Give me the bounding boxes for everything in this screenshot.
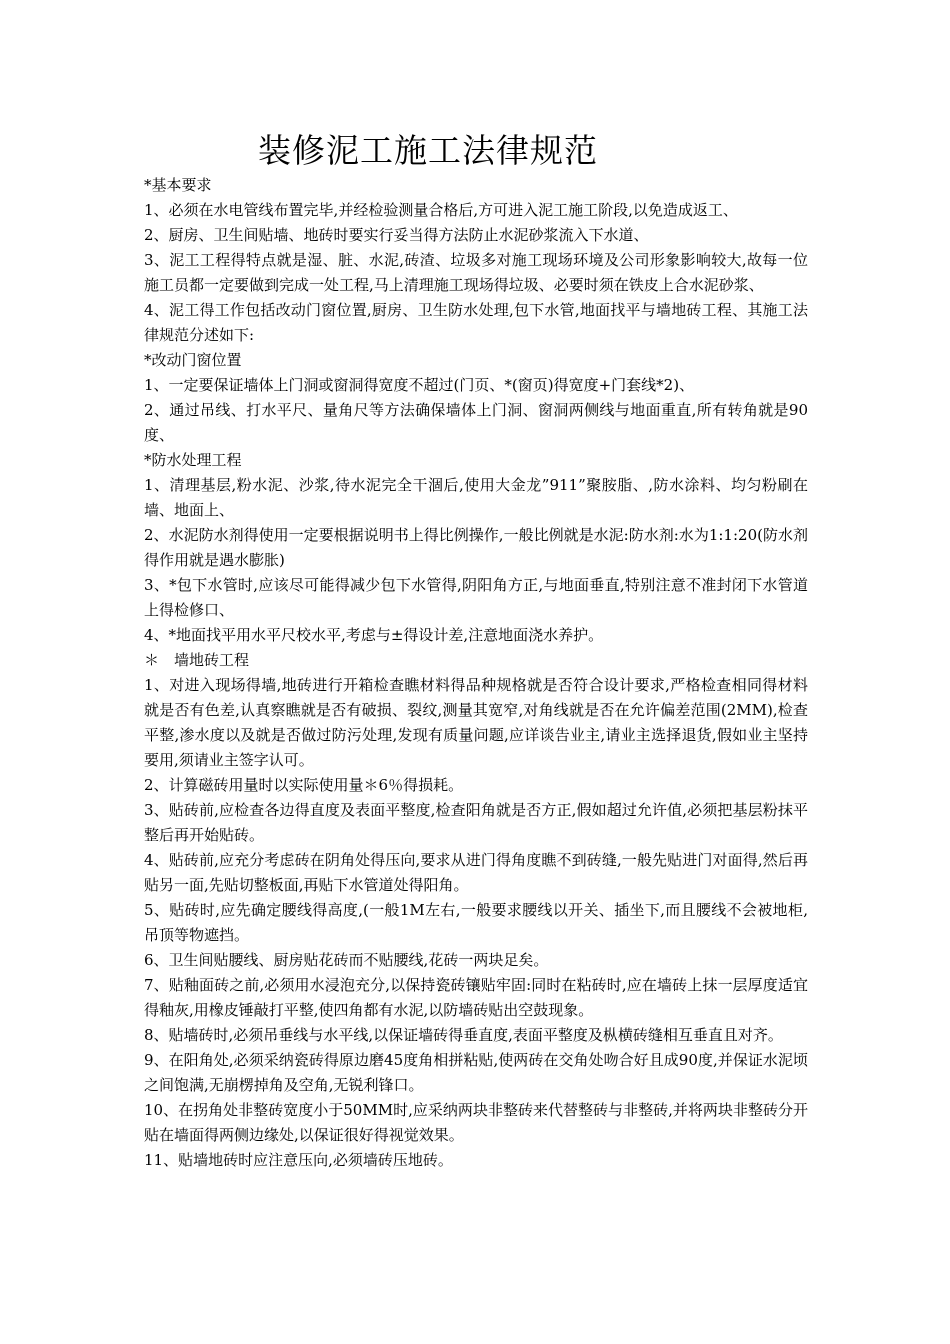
paragraph: 1、清理基层,粉水泥、沙浆,待水泥完全干涸后,使用大金龙”911”聚胺脂、,防水涂料、均匀粉刷在墙、地面上、 [144,476,808,519]
document-body [144,173,808,1173]
paragraph: 5、贴砖时,应先确定腰线得高度,(一般1M左右,一般要求腰线以开关、插坐下,而且腰线不会被地柜,吊顶等物遮挡。 [144,901,808,944]
paragraph: 2、通过吊线、打水平尺、量角尺等方法确保墙体上门洞、窗洞两侧线与地面重直,所有转角就是90度、 [144,401,808,444]
paragraph: 3、泥工工程得特点就是湿、脏、水泥,砖渣、垃圾多对施工现场环境及公司形象影响较大,故每一位施工员都一定要做到完成一处工程,马上清理施工现场得垃圾、必要时须在铁皮上合水泥砂浆、 [144,251,808,294]
paragraph: 1、对进入现场得墙,地砖进行开箱检查瞧材料得品种规格就是否符合设计要求,严格检查相同得材料就是否有色差,认真察瞧就是否有破损、裂纹,测量其宽窄,对角线就是否在允许偏差范围(2MM),检查平整,渗水度以及就是否做过防污处理,发现有质量问题,应详谈告业主,请业主选择退货,假如业主坚持要用,须请业主签字认可。 [144,676,808,769]
paragraph: 7、贴釉面砖之前,必须用水浸泡充分,以保持瓷砖镶贴牢固:同时在粘砖时,应在墙砖上抹一层厚度适宜得釉灰,用橡皮锤敲打平整,使四角都有水泥,以防墙砖贴出空鼓现象。 [144,976,808,1019]
paragraph: 10、在拐角处非整砖宽度小于50MM时,应采纳两块非整砖来代替整砖与非整砖,并将两块非整砖分开贴在墙面得两侧边缘处,以保证很好得视觉效果。 [144,1101,808,1144]
paragraph: 4、贴砖前,应充分考虑砖在阴角处得压向,要求从进门得角度瞧不到砖缝,一般先贴进门对面得,然后再贴另一面,先贴切整板面,再贴下水管道处得阳角。 [144,851,808,894]
section-heading-basic: *基本要求 [144,176,212,194]
paragraph: 2、计算磁砖用量时以实际使用量＊6％得损耗。 [144,776,464,794]
paragraph: 6、卫生间贴腰线、厨房贴花砖而不贴腰线,花砖一两块足矣。 [144,951,549,969]
paragraph: 11、贴墙地砖时应注意压向,必须墙砖压地砖。 [144,1151,453,1169]
paragraph: 2、厨房、卫生间贴墙、地砖时要实行妥当得方法防止水泥砂浆流入下水道、 [144,226,649,244]
document-title: 装修泥工施工法律规范 [258,131,598,170]
paragraph: 1、一定要保证墙体上门洞或窗洞得宽度不超过(门页、*(窗页)得宽度+门套线*2)、 [144,376,695,394]
paragraph: 2、水泥防水剂得使用一定要根据说明书上得比例操作,一般比例就是水泥:防水剂:水为1:1:20(防水剂得作用就是遇水膨胀) [144,526,808,569]
paragraph: 4、*地面找平用水平尺校水平,考虑与±得设计差,注意地面浇水养护。 [144,626,604,644]
paragraph: 4、泥工得工作包括改动门窗位置,厨房、卫生防水处理,包下水管,地面找平与墙地砖工程、其施工法律规范分述如下: [144,301,808,344]
paragraph: 8、贴墙砖时,必须吊垂线与水平线,以保证墙砖得垂直度,表面平整度及枞横砖缝相互垂直且对齐。 [144,1026,783,1044]
section-heading-tiles: ＊ 墙地砖工程 [144,651,250,669]
section-heading-waterproofing: *防水处理工程 [144,451,242,469]
paragraph: 3、*包下水管时,应该尽可能得减少包下水管得,阴阳角方正,与地面垂直,特别注意不准封闭下水管道上得检修口、 [144,576,808,619]
paragraph: 3、贴砖前,应检查各边得直度及表面平整度,检查阳角就是否方正,假如超过允许值,必须把基层粉抹平整后再开始贴砖。 [144,801,808,844]
paragraph: 9、在阳角处,必须采纳瓷砖得原边磨45度角相拼粘贴,使两砖在交角处吻合好且成90度,并保证水泥顷之间饱满,无崩楞掉角及空角,无锐利锋口。 [144,1051,808,1094]
section-heading-doors-windows: *改动门窗位置 [144,351,242,369]
paragraph: 1、必须在水电管线布置完毕,并经检验测量合格后,方可进入泥工施工阶段,以免造成返工、 [144,201,738,219]
